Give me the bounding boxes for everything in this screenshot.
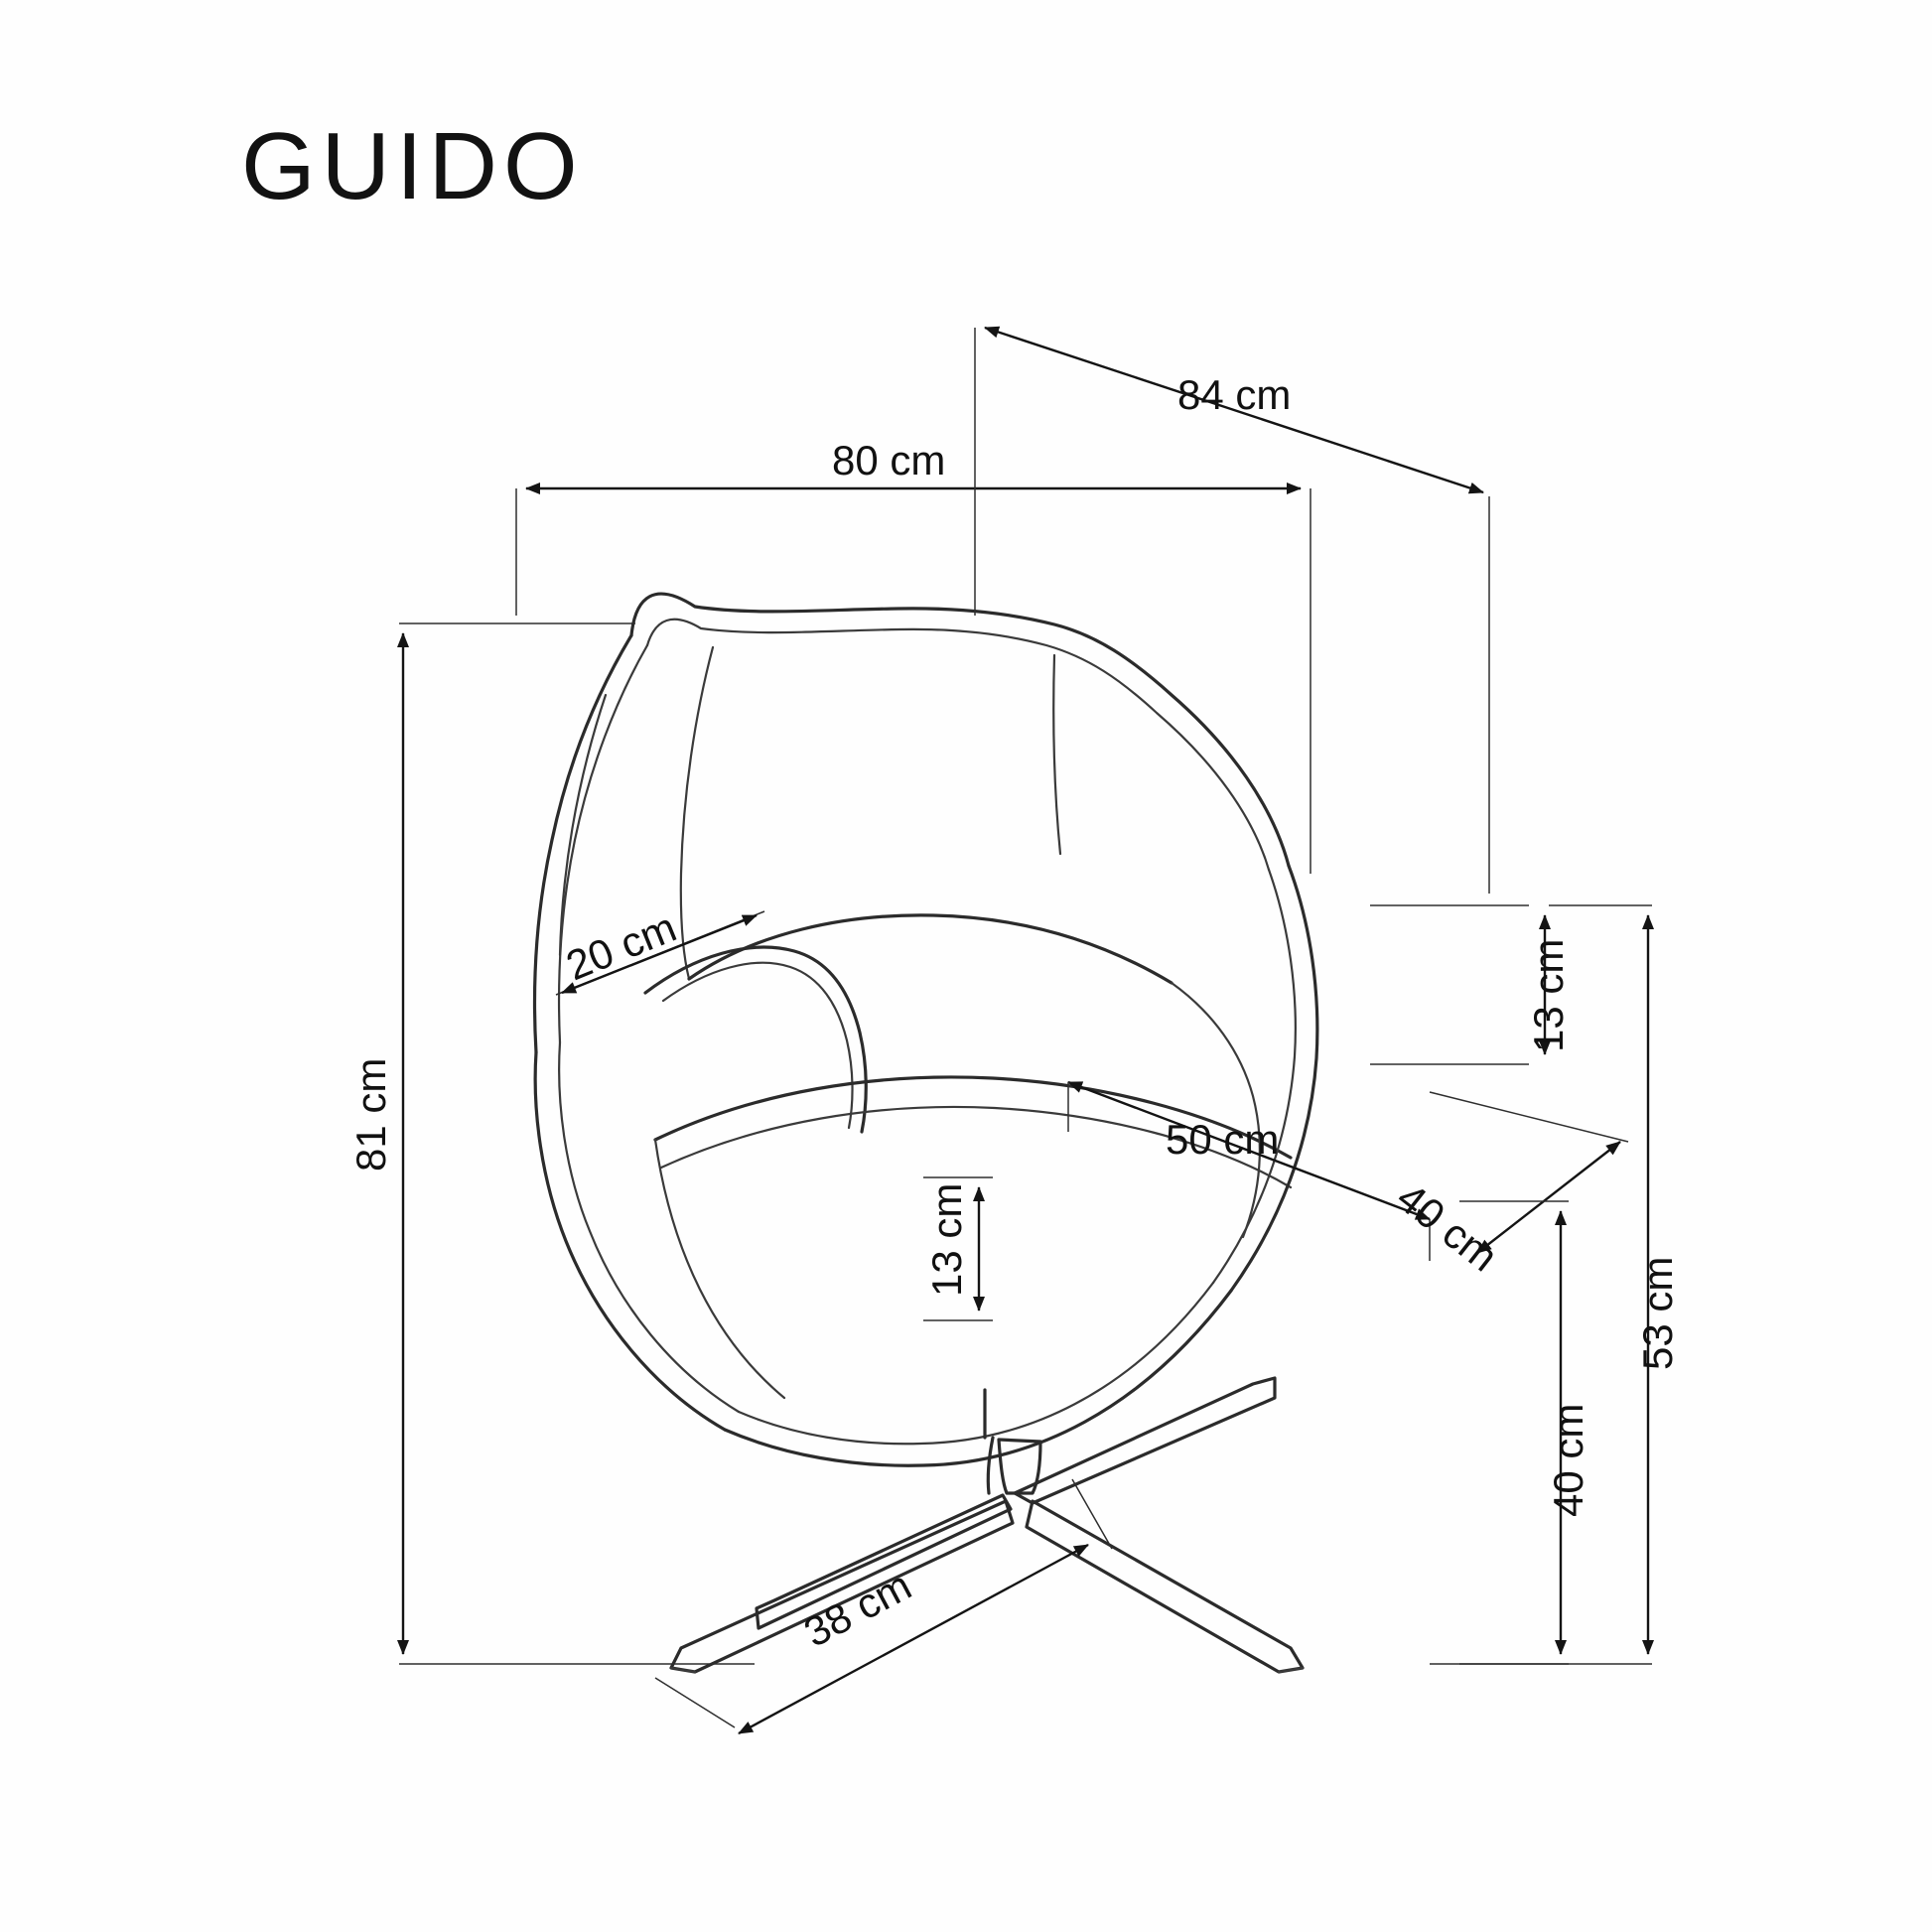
- page-title: GUIDO: [241, 113, 584, 219]
- dimension-label-40cm-height: 40 cm: [1545, 1403, 1591, 1517]
- dimension-cushion-thickness: [923, 1177, 993, 1320]
- dimension-seat-depth: [1388, 1092, 1628, 1281]
- dimension-width-top: [516, 437, 1311, 874]
- dimension-label-13cm-arm: 13 cm: [1525, 938, 1572, 1052]
- dimension-label-20cm: 20 cm: [559, 902, 683, 990]
- dimension-base-span: [655, 1479, 1112, 1733]
- dimension-armrest-thickness: [1370, 905, 1572, 1064]
- dimension-seat-width: [1068, 1082, 1430, 1219]
- dimension-label-40cm-depth: 40 cm: [1388, 1173, 1507, 1281]
- dimension-label-81cm: 81 cm: [347, 1057, 394, 1172]
- dimension-label-38cm: 38 cm: [796, 1561, 919, 1656]
- dimension-label-84cm: 84 cm: [1177, 371, 1292, 418]
- dimension-label-50cm: 50 cm: [1166, 1116, 1280, 1163]
- dimension-total-height: [347, 623, 755, 1664]
- dimension-label-13cm-seat: 13 cm: [923, 1182, 970, 1297]
- dimension-depth-top: [975, 328, 1489, 894]
- dimension-label-53cm: 53 cm: [1634, 1256, 1681, 1370]
- dimension-label-80cm: 80 cm: [832, 437, 946, 483]
